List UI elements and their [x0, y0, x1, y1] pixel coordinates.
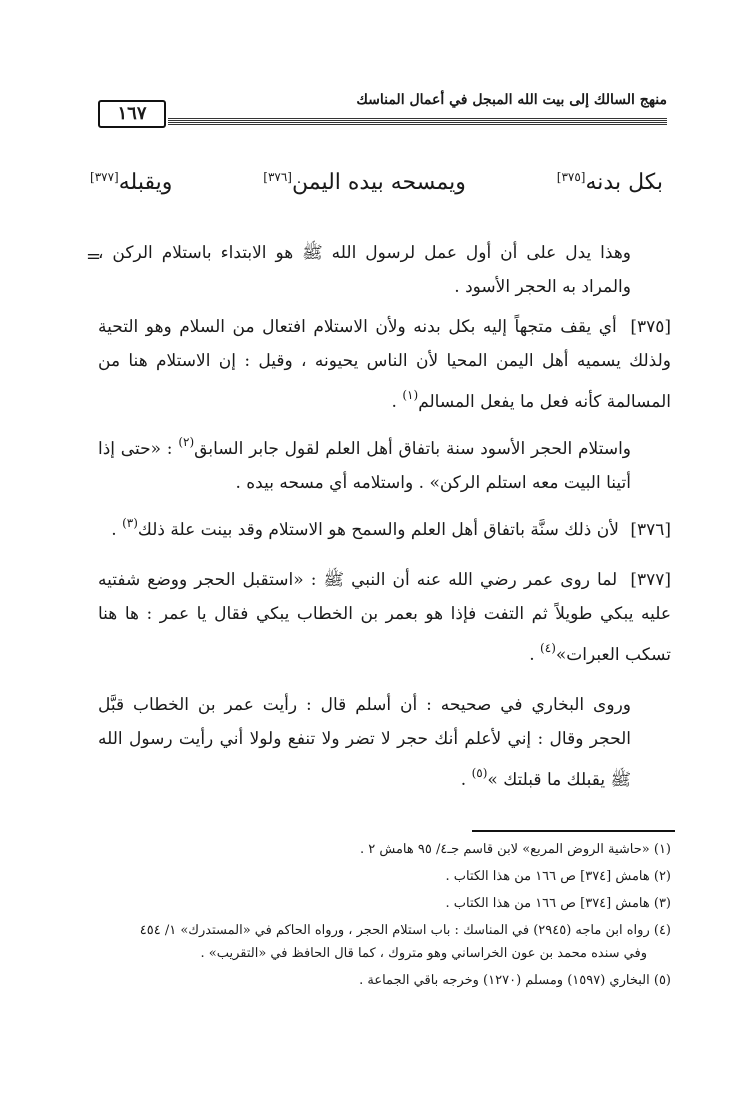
verse-line — [90, 170, 663, 195]
verse-segment — [557, 170, 663, 195]
commentary-paragraph — [98, 425, 671, 500]
note-number: [٣٧٦] — [630, 520, 671, 540]
note-number: [٣٧٧] — [630, 570, 671, 590]
paragraph-end: : «حتى إذا أتينا البيت معه استلم الركن» . واستلامه أي مسحه بيده . — [98, 439, 631, 493]
footnote: (٣) هامش [٣٧٤] ص ١٦٦ من هذا الكتاب . — [445, 896, 671, 911]
footnotes — [90, 838, 671, 996]
paragraph-text: واستلام الحجر الأسود سنة باتفاق أهل العلم لقول جابر السابق — [194, 439, 632, 459]
paragraph-end: . — [391, 392, 397, 412]
footnote-ref: (٣) — [122, 516, 138, 530]
verse-ref-3: [٣٧٧] — [90, 170, 119, 184]
paragraph-text: لأن ذلك سنَّة باتفاق أهل العلم والسمح هو الاستلام وقد بينت علة ذلك — [137, 520, 619, 540]
paragraph-text: وهذا يدل على أن أول عمل لرسول الله ﷺ هو الابتداء باستلام الركن ، والمراد به الحجر الأسود . — [98, 243, 631, 297]
paragraph-end: . — [111, 520, 117, 540]
footnote: (٢) هامش [٣٧٤] ص ١٦٦ من هذا الكتاب . — [445, 869, 671, 884]
verse-text-2: ويمسحه بيده اليمن — [291, 170, 466, 195]
continuation-mark: = — [86, 246, 102, 267]
header-rule — [168, 118, 667, 125]
footnote: (٤) رواه ابن ماجه (٢٩٤٥) في المناسك : باب استلام الحجر ، ورواه الحاكم في «المستدرك» ١/ ٤٥٤ — [139, 923, 671, 938]
verse-ref-2: [٣٧٦] — [263, 170, 292, 184]
footnote-ref: (٤) — [540, 641, 556, 655]
page-number: ١٦٧ — [98, 100, 166, 128]
paragraph-text: لما روى عمر رضي الله عنه أن النبي ﷺ : «استقبل الحجر ووضع شفتيه عليه يبكي طويلاً ثم التفت فإذا هو بعمر بن الخطاب يبكي فقال يا عمر : ها هنا تسكب العبرات» — [98, 570, 671, 665]
paragraph-text: أي يقف متجهاً إليه بكل بدنه ولأن الاستلام افتعال من السلام وهو التحية ولذلك يسميه أهل اليمن المحيا لأن الناس يحيونه ، وقيل : إن الاستلام هنا من المسالمة كأنه فعل ما يفعل المسالم — [98, 317, 671, 412]
footnote-ref: (٥) — [471, 766, 488, 780]
paragraph-text: وروى البخاري في صحيحه : أن أسلم قال : رأيت عمر بن الخطاب قبَّل الحجر وقال : إني لأعلم أنك حجر لا تضر ولا تنفع ولولا أني رأيت رسول الله ﷺ يقبلك ما قبلتك » — [98, 695, 631, 790]
commentary-paragraph — [98, 688, 671, 797]
commentary-paragraph — [98, 236, 671, 304]
footnote-continuation: وفي سنده محمد بن عون الخراساني وهو متروك ، كما قال الحافظ في «التقريب» . — [200, 946, 647, 961]
paragraph-end: . — [460, 770, 467, 790]
footnote: (١) «حاشية الروض المربع» لابن قاسم جـ٤/ ٩٥ هامش ٢ . — [360, 842, 671, 857]
commentary-paragraph — [98, 506, 671, 547]
footnote-ref: (٢) — [178, 435, 195, 449]
commentary-paragraph — [98, 310, 671, 419]
verse-segment — [263, 170, 466, 195]
footnote: (٥) البخاري (١٥٩٧) ومسلم (١٢٧٠) وخرجه باقي الجماعة . — [359, 973, 671, 988]
verse-text-1: بكل بدنه — [585, 170, 663, 195]
footnote-separator — [472, 830, 675, 832]
commentary-body — [98, 236, 671, 803]
verse-ref-1: [٣٧٥] — [556, 170, 586, 184]
verse-text-3: ويقبله — [118, 170, 173, 195]
running-title: منهج السالك إلى بيت الله المبجل في أعمال المناسك — [356, 92, 667, 108]
verse-segment — [90, 170, 172, 195]
commentary-paragraph — [98, 563, 671, 672]
paragraph-end: . — [529, 645, 535, 665]
note-number: [٣٧٥] — [630, 317, 672, 337]
footnote-ref: (١) — [402, 388, 419, 402]
